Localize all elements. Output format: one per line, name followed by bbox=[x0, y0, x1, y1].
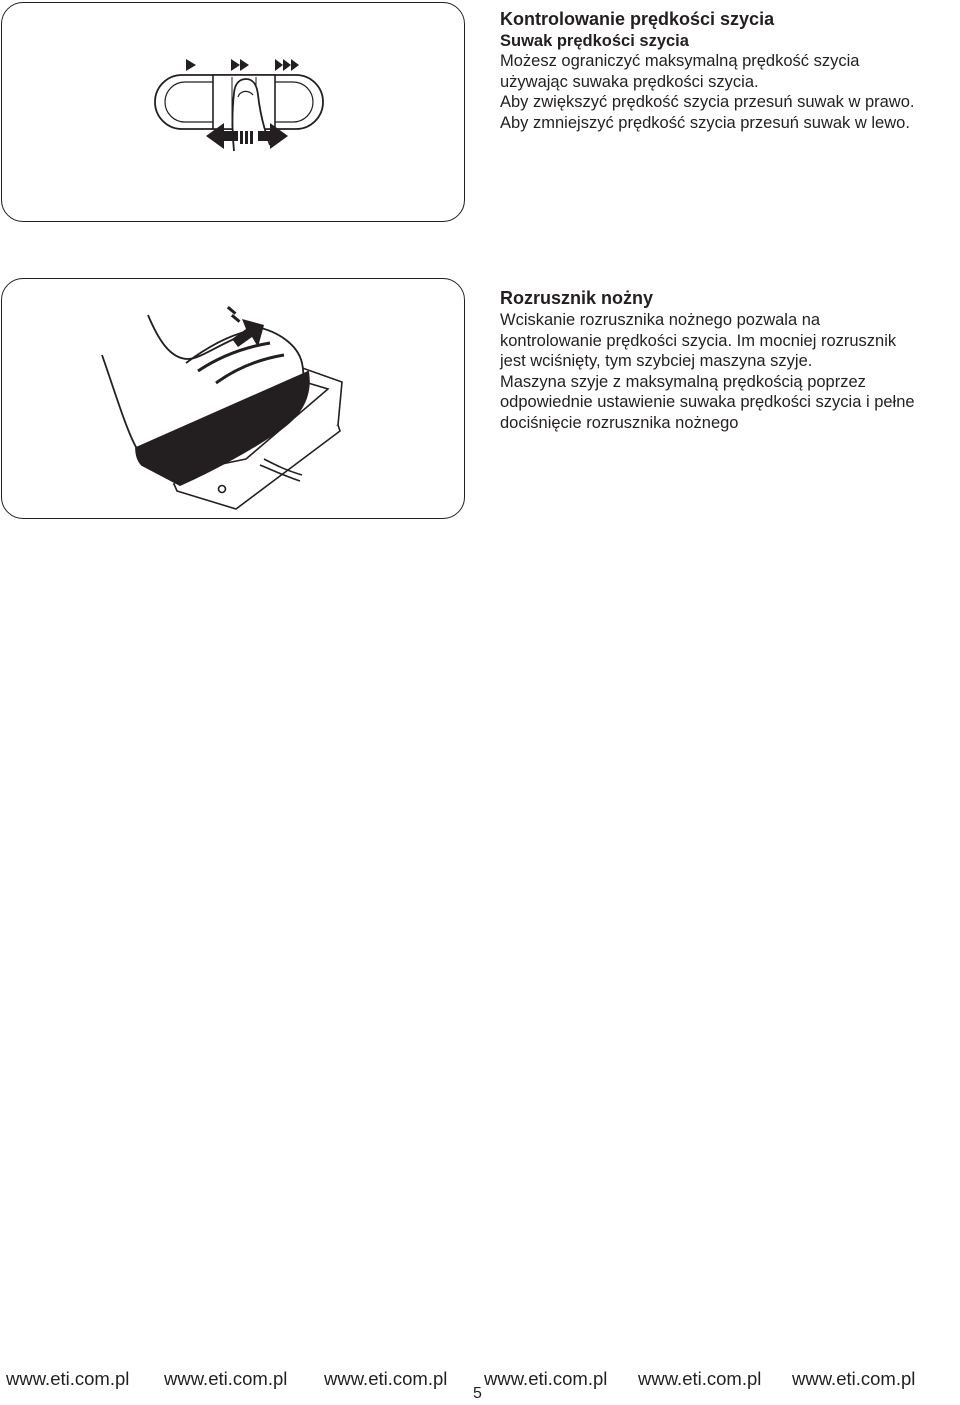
speed-control-section bbox=[500, 8, 955, 133]
footer-link[interactable]: www.eti.com.pl bbox=[324, 1368, 448, 1389]
paragraph-line: Możesz ograniczyć maksymalną prędkość szycia bbox=[500, 52, 860, 70]
paragraph-line: używając suwaka prędkości szycia. bbox=[500, 72, 759, 91]
footer-link[interactable]: www.eti.com.pl bbox=[792, 1368, 916, 1389]
paragraph-line: Aby zwiększyć prędkość szycia przesuń suwak w prawo. bbox=[500, 93, 915, 111]
paragraph-line: Wciskanie rozrusznika nożnego pozwala na bbox=[500, 311, 821, 329]
paragraph-line: kontrolowanie prędkości szycia. Im mocniej rozrusznik bbox=[500, 331, 897, 350]
medium-speed-icon bbox=[231, 59, 240, 71]
paragraph-line: jest wciśnięty, tym szybciej maszyna szyje. bbox=[500, 352, 813, 370]
paragraph-line: Maszyna szyje z maksymalną prędkością poprzez bbox=[500, 372, 866, 391]
slow-speed-icon bbox=[186, 59, 196, 71]
speed-slider-illustration-panel bbox=[1, 2, 465, 222]
page-number: 5 bbox=[473, 1385, 482, 1402]
paragraph-line: dociśnięcie rozrusznika nożnego bbox=[500, 413, 739, 432]
speed-indicator-icons bbox=[186, 59, 299, 71]
foot-pedal-illustration bbox=[2, 279, 465, 519]
footer-link[interactable]: www.eti.com.pl bbox=[484, 1368, 608, 1389]
foot-pedal-section bbox=[500, 287, 955, 433]
paragraph-line: odpowiednie ustawienie suwaka prędkości szycia i pełne bbox=[500, 393, 915, 411]
section-subtitle: Suwak prędkości szycia bbox=[500, 32, 689, 50]
footer-link[interactable]: www.eti.com.pl bbox=[638, 1368, 762, 1389]
paragraph-line: Aby zmniejszyć prędkość szycia przesuń suwak w lewo. bbox=[500, 113, 910, 132]
footer-link[interactable]: www.eti.com.pl bbox=[164, 1368, 288, 1389]
section-title: Rozrusznik nożny bbox=[500, 288, 654, 308]
speed-slider-illustration bbox=[2, 3, 465, 222]
fast-speed-icon bbox=[275, 59, 283, 71]
footer-link[interactable]: www.eti.com.pl bbox=[6, 1368, 130, 1389]
foot-pedal-illustration-panel bbox=[1, 278, 465, 519]
section-title: Kontrolowanie prędkości szycia bbox=[500, 9, 775, 29]
